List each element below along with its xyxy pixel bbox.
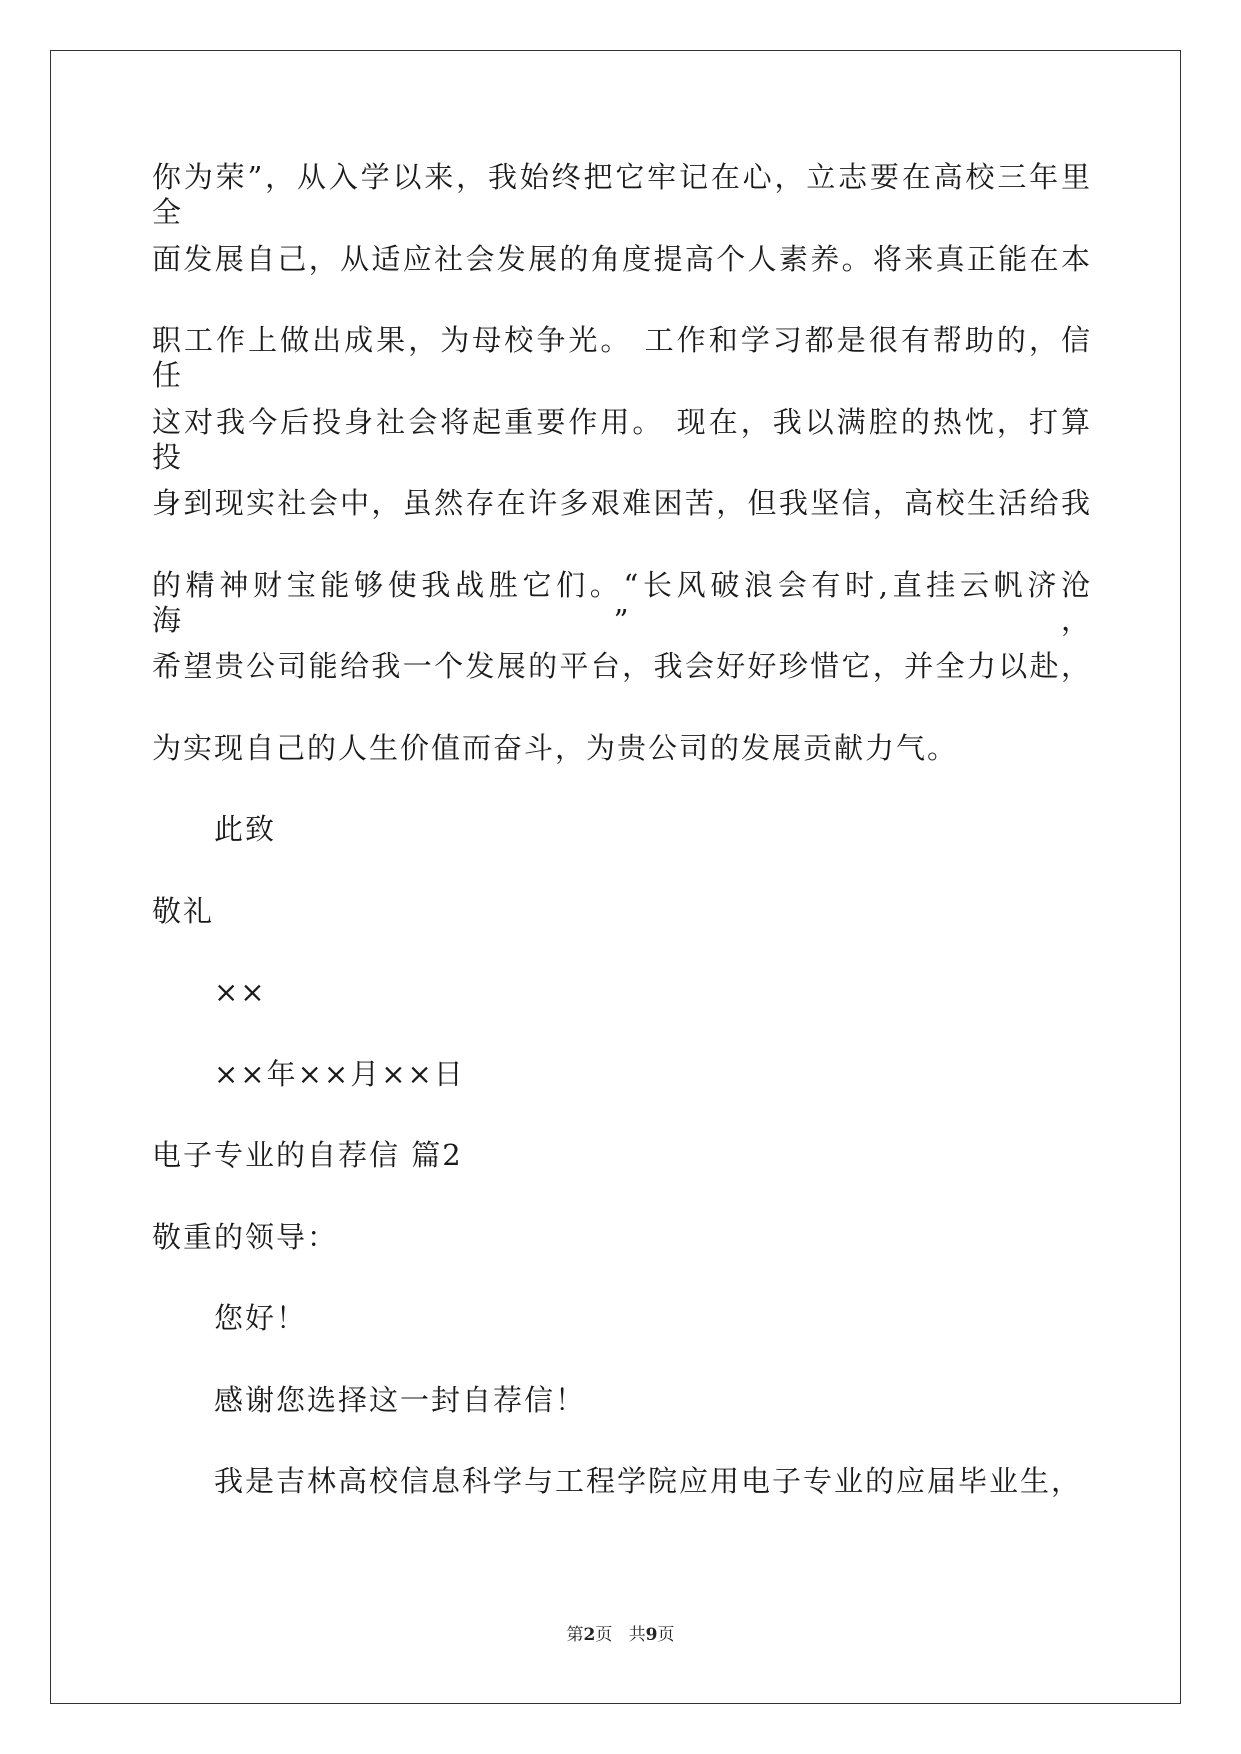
total-pages-number: 9 — [645, 1625, 658, 1645]
page-footer — [0, 1620, 1241, 1645]
document-body — [152, 160, 1092, 1546]
paragraph-line: 希望贵公司能给我一个发展的平台，我会好好珍惜它，并全力以赴， — [152, 649, 1092, 683]
footer-suffix: 页 — [657, 1625, 675, 1645]
footer-mid: 页 共 — [595, 1625, 646, 1645]
letter-date: ××年××月××日 — [214, 1056, 465, 1091]
section-title: 电子专业的自荐信 篇2 — [152, 1138, 463, 1172]
intro-line: 我是吉林高校信息科学与工程学院应用电子专业的应届毕业生， — [214, 1464, 1083, 1498]
thanks-line: 感谢您选择这一封自荐信！ — [214, 1382, 587, 1417]
closing-phrase: 此致 — [214, 812, 277, 846]
paragraph-line: 职工作上做出成果，为母校争光。 工作和学习都是很有帮助的，信任 — [152, 323, 1092, 392]
paragraph-line: 你为荣”，从入学以来，我始终把它牢记在心，立志要在高校三年里全 — [152, 160, 1092, 229]
footer-prefix: 第 — [566, 1625, 584, 1645]
signature: ×× — [214, 975, 267, 1009]
paragraph-line: 身到现实社会中，虽然存在许多艰难困苦，但我坚信，高校生活给我 — [152, 486, 1092, 520]
paragraph-line: 这对我今后投身社会将起重要作用。 现在，我以满腔的热忱，打算投 — [152, 404, 1092, 474]
greeting: 敬重的领导： — [152, 1219, 339, 1254]
paragraph-line: 面发展自己，从适应社会发展的角度提高个人素养。将来真正能在本 — [152, 241, 1092, 276]
current-page-number: 2 — [583, 1625, 596, 1645]
salute: 敬礼 — [152, 893, 215, 928]
paragraph-line: 的精神财宝能够使我战胜它们。“长风破浪会有时,直挂云帆济沧海”， — [152, 567, 1092, 637]
paragraph-line: 为实现自己的人生价值而奋斗，为贵公司的发展贡献力气。 — [152, 730, 959, 765]
hello-line: 您好！ — [214, 1301, 308, 1335]
